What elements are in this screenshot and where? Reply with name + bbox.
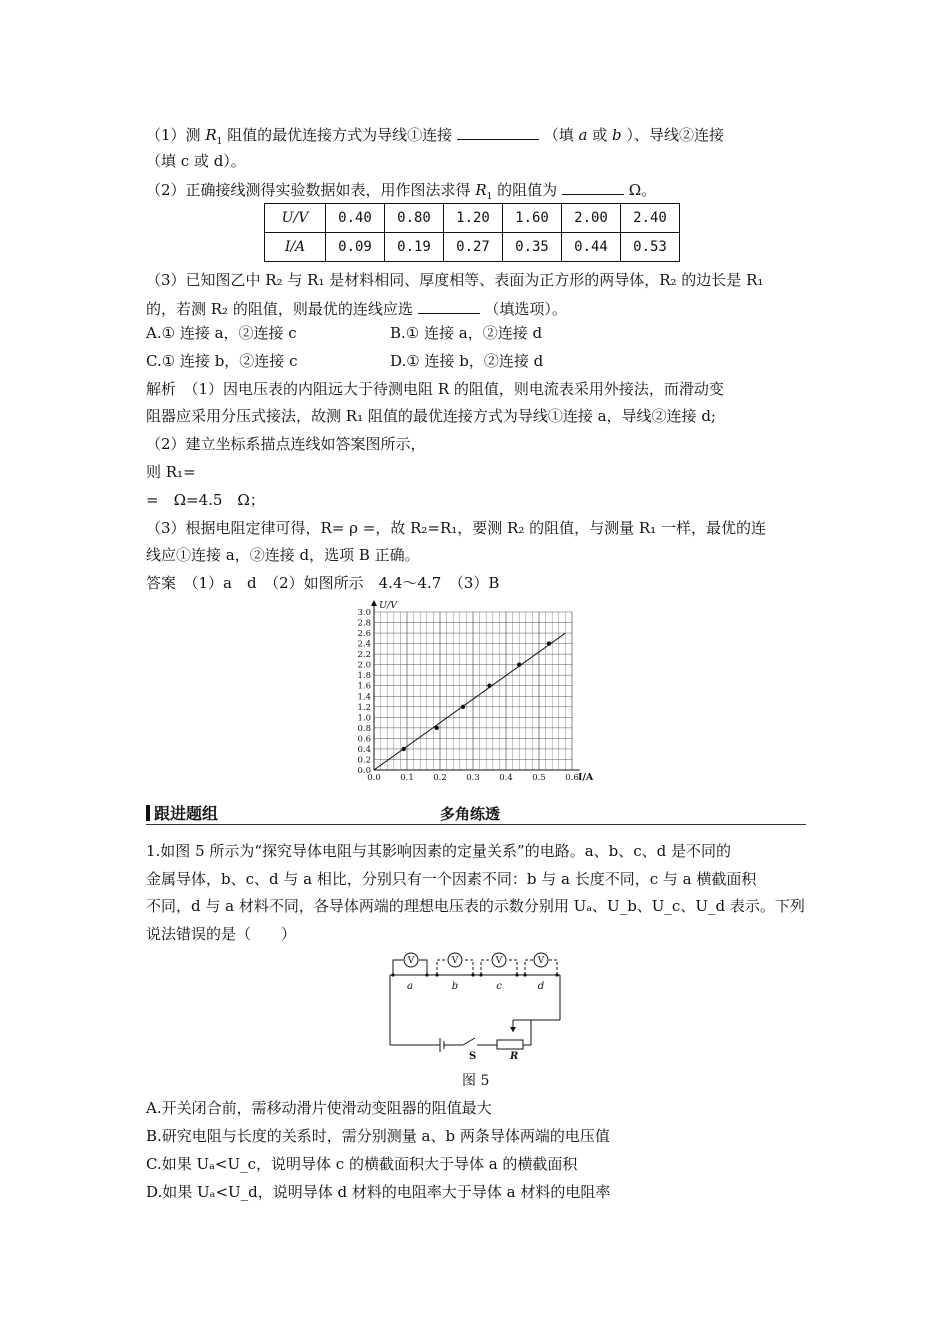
data-table — [264, 203, 680, 262]
text: 或 — [592, 126, 608, 144]
answer-blank-2[interactable] — [562, 178, 624, 195]
data-point — [487, 684, 491, 688]
table-cell: 0.53 — [621, 233, 680, 262]
y-tick-label: 0.0 — [357, 766, 371, 776]
q3-line2 — [146, 297, 567, 319]
table-row — [265, 233, 680, 262]
y-tick-label: 3.0 — [357, 608, 371, 618]
figure-caption: 图 5 — [462, 1073, 490, 1089]
data-point — [461, 705, 465, 709]
y-tick-label: 2.8 — [357, 618, 371, 629]
x-tick-label: 0.5 — [532, 773, 546, 783]
var-b: b — [612, 126, 622, 144]
text: ）、导线②连接 — [626, 126, 724, 144]
y-tick-label: 0.4 — [357, 744, 371, 755]
voltmeter-label: V — [537, 956, 545, 966]
analysis-line6: （3）根据电阻定律可得，R= ρ =，故 R₂=R₁，要测 R₂ 的阻值，与测量 R₁ 一样，最优的连 — [146, 519, 766, 537]
var-a: a — [578, 126, 588, 144]
data-point — [402, 747, 406, 751]
q1-option-a: A.开关闭合前，需移动滑片使滑动变阻器的阻值最大 — [146, 1099, 492, 1117]
analysis-line4: 则 R₁= — [146, 463, 196, 481]
y-tick-label: 2.6 — [357, 629, 371, 640]
voltmeter-label: V — [451, 956, 459, 966]
table-cell: 1.20 — [444, 204, 503, 233]
table-header-i: I/A — [265, 233, 326, 262]
var-r: R — [475, 181, 487, 199]
y-tick-label: 1.6 — [357, 681, 371, 692]
question1-line2: 金属导体，b、c、d 与 a 相比，分别只有一个因素不同：b 与 a 长度不同，c 与 a 横截面积 — [146, 870, 757, 888]
y-tick-label: 1.8 — [357, 671, 371, 682]
q1-option-d: D.如果 Uₐ<U_d，说明导体 d 材料的电阻率大于导体 a 材料的电阻率 — [146, 1183, 611, 1201]
section-title: 跟进题组 — [146, 801, 218, 824]
conductor-label-d: d — [537, 981, 545, 992]
section-subtitle: 多角练透 — [440, 805, 501, 823]
x-tick-label: 0.1 — [400, 773, 414, 783]
voltmeter-label: V — [495, 956, 503, 966]
conductor-label-b: b — [451, 981, 459, 992]
y-axis-label: U/V — [379, 600, 398, 611]
y-tick-label: 0.8 — [357, 723, 371, 734]
option-d: D.① 连接 b，②连接 d — [390, 352, 544, 370]
text: 的阻值为 — [497, 181, 558, 199]
analysis-line7: 线应①连接 a，②连接 d，选项 B 正确。 — [146, 546, 420, 564]
q1-option-b: B.研究电阻与长度的关系时，需分别测量 a、b 两条导体两端的电压值 — [146, 1127, 610, 1145]
text: Ω。 — [628, 181, 657, 199]
text: 阻值的最优连接方式为导线①连接 — [227, 126, 453, 144]
table-cell: 1.60 — [503, 204, 562, 233]
data-point — [517, 662, 521, 666]
table-cell: 0.27 — [444, 233, 503, 262]
voltmeter-label: V — [407, 956, 415, 966]
table-cell: 2.00 — [562, 204, 621, 233]
y-tick-label: 0.6 — [357, 734, 371, 745]
sub: 1 — [216, 137, 223, 147]
table-cell: 0.19 — [385, 233, 444, 262]
y-tick-label: 2.4 — [357, 639, 371, 650]
data-point — [547, 641, 551, 645]
x-tick-label: 0.0 — [367, 773, 381, 783]
text: （1）测 — [146, 126, 201, 144]
x-tick-label: 0.6 — [565, 773, 579, 783]
q1-line1 — [146, 123, 724, 152]
question1-line1: 1.如图 5 所示为“探究导体电阻与其影响因素的定量关系”的电路。a、b、c、d 是不同的 — [146, 842, 732, 860]
question1-line3: 不同，d 与 a 材料不同，各导体两端的理想电压表的示数分别用 Uₐ、U_b、U_c、U_d 表示。下列 — [146, 897, 805, 915]
x-tick-label: 0.3 — [466, 773, 480, 783]
x-tick-label: 0.2 — [433, 773, 447, 783]
analysis-line3: （2）建立坐标系描点连线如答案图所示， — [146, 435, 426, 453]
y-tick-label: 1.4 — [357, 692, 371, 703]
q1-line2: （填 c 或 d）。 — [146, 152, 246, 170]
data-point — [435, 726, 439, 730]
table-cell: 0.44 — [562, 233, 621, 262]
table-header-u: U/V — [265, 204, 326, 233]
table-cell: 2.40 — [621, 204, 680, 233]
y-tick-label: 1.2 — [357, 702, 371, 713]
y-tick-label: 2.0 — [357, 660, 371, 671]
option-c: C.① 连接 b，②连接 c — [146, 352, 298, 370]
answer-blank-1[interactable] — [457, 123, 539, 140]
text: 的，若测 R₂ 的阻值，则最优的连线应选 — [146, 300, 413, 318]
option-b: B.① 连接 a，②连接 d — [390, 324, 543, 342]
option-a: A.① 连接 a，②连接 c — [146, 324, 297, 342]
conductor-label-a: a — [407, 981, 413, 992]
conductor-label-c: c — [496, 981, 502, 992]
answer-blank-3[interactable] — [418, 297, 480, 314]
var-r: R — [205, 126, 217, 144]
analysis-line1: 解析 （1）因电压表的内阻远大于待测电阻 R 的阻值，则电流表采用外接法，而滑动变 — [146, 380, 724, 398]
text: （填 — [543, 126, 574, 144]
x-tick-label: 0.4 — [499, 773, 513, 783]
table-row — [265, 204, 680, 233]
question1-line4: 说法错误的是（ ） — [146, 925, 297, 943]
u-i-chart — [340, 598, 610, 788]
rheostat-label: R — [510, 1051, 519, 1062]
circuit-diagram — [385, 950, 565, 1062]
x-axis-label: I/A — [578, 772, 594, 783]
y-tick-label: 0.2 — [357, 755, 371, 766]
table-cell: 0.40 — [326, 204, 385, 233]
analysis-line2: 阻器应采用分压式接法，故测 R₁ 阻值的最优连接方式为导线①连接 a，导线②连接 d; — [146, 407, 716, 425]
q3-line1: （3）已知图乙中 R₂ 与 R₁ 是材料相同、厚度相等、表面为正方形的两导体，R₂ 的边长是 R₁ — [146, 271, 764, 289]
text: （填选项）。 — [484, 300, 567, 318]
answer-line: 答案 （1）a d （2）如图所示 4.4～4.7 （3）B — [146, 574, 500, 592]
y-tick-label: 2.2 — [357, 650, 371, 661]
y-axis-arrow — [371, 600, 377, 606]
sub: 1 — [486, 192, 493, 202]
text: （2）正确接线测得实验数据如表，用作图法求得 — [146, 181, 471, 199]
table-cell: 0.80 — [385, 204, 444, 233]
q1-option-c: C.如果 Uₐ<U_c，说明导体 c 的横截面积大于导体 a 的横截面积 — [146, 1155, 578, 1173]
table-cell: 0.35 — [503, 233, 562, 262]
y-tick-label: 1.0 — [357, 713, 371, 724]
table-cell: 0.09 — [326, 233, 385, 262]
analysis-line5: = Ω=4.5 Ω； — [146, 491, 265, 509]
switch-label: S — [469, 1051, 477, 1062]
